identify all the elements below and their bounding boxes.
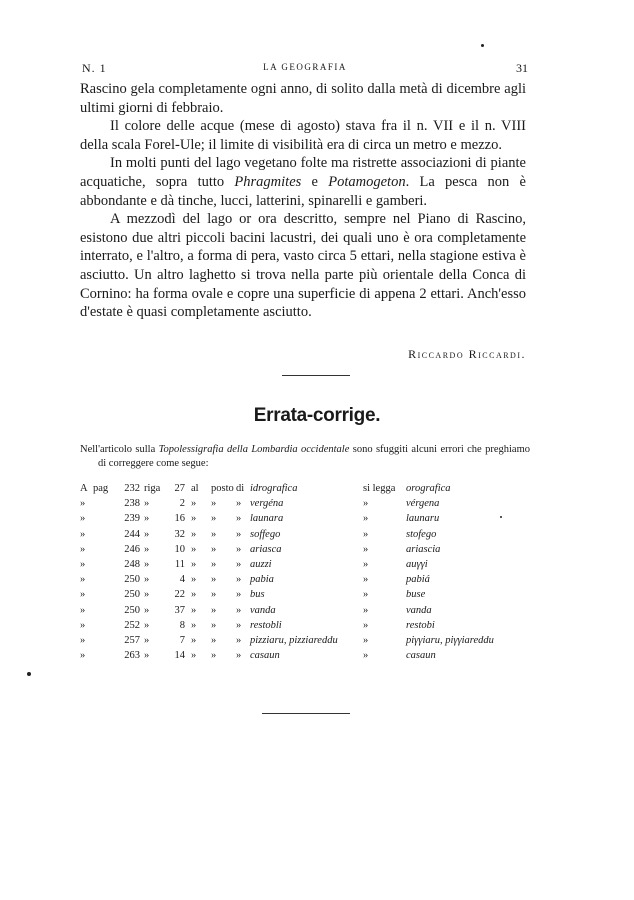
- errata-posto-label: »: [211, 634, 217, 646]
- errata-page-number: 248: [124, 558, 140, 570]
- errata-al-label: »: [191, 589, 197, 601]
- errata-title: Errata-corrige.: [253, 405, 381, 426]
- errata-intro-suffix: sono sfuggiti alcuni errori che preghiamo di correggere come segue:: [98, 444, 530, 469]
- paragraph-3-after: . La pesca non è abbondante e dà tinche, lucci, latterini, spinarelli e gamberi.: [80, 173, 526, 209]
- errata-di-label: »: [236, 634, 242, 646]
- errata-posto-label: »: [211, 528, 217, 540]
- errata-wrong-reading: auzzi: [250, 558, 272, 570]
- errata-riga-label: »: [144, 589, 150, 601]
- errata-correct-reading: restobi: [406, 619, 435, 631]
- errata-wrong-reading: bus: [250, 589, 265, 601]
- errata-riga-label: »: [144, 558, 150, 570]
- errata-di-label: »: [236, 558, 242, 570]
- errata-si-legga-label: »: [363, 604, 369, 616]
- errata-di-label: »: [236, 574, 242, 586]
- errata-al-label: »: [191, 650, 197, 662]
- errata-a-label: »: [80, 528, 86, 540]
- errata-intro: [80, 443, 530, 470]
- errata-si-legga-label: »: [363, 634, 369, 646]
- errata-di-label: di: [236, 483, 245, 494]
- errata-correct-reading: ariascia: [406, 543, 441, 555]
- author-signature: Riccardo Riccardi.: [408, 347, 526, 361]
- errata-posto-label: »: [211, 604, 217, 616]
- paragraph-3-middle: e: [301, 173, 329, 190]
- errata-al-label: »: [191, 513, 197, 525]
- errata-posto-label: »: [211, 619, 217, 631]
- errata-row: [80, 605, 530, 620]
- errata-wrong-reading: soffego: [250, 528, 281, 540]
- errata-al-label: »: [191, 498, 197, 510]
- errata-wrong-reading: pabia: [250, 574, 274, 586]
- errata-wrong-reading: idrografica: [250, 483, 298, 494]
- term-potamogeton: Potamogeton: [328, 173, 406, 190]
- errata-line-number: 7: [179, 634, 185, 646]
- errata-line-number: 16: [174, 513, 185, 525]
- errata-al-label: al: [191, 483, 199, 494]
- errata-page-number: 238: [124, 498, 140, 510]
- errata-si-legga-label: »: [363, 619, 369, 631]
- errata-a-label: »: [80, 513, 86, 525]
- errata-riga-label: »: [144, 543, 150, 555]
- errata-a-label: »: [80, 543, 86, 555]
- errata-correct-reading: launaru: [406, 513, 440, 525]
- errata-riga-label: »: [144, 604, 150, 616]
- errata-line-number: 10: [174, 543, 185, 555]
- errata-row: [80, 529, 530, 544]
- errata-di-label: »: [236, 528, 242, 540]
- errata-di-label: »: [236, 650, 242, 662]
- errata-a-label: »: [80, 650, 86, 662]
- errata-page-number: 263: [124, 650, 140, 662]
- errata-posto-label: »: [211, 543, 217, 555]
- errata-di-label: »: [236, 619, 242, 631]
- article-body: [80, 80, 526, 322]
- errata-al-label: »: [191, 619, 197, 631]
- errata-row: [80, 559, 530, 574]
- errata-page-number: 250: [124, 604, 140, 616]
- errata-correct-reading: stofego: [406, 528, 437, 540]
- errata-correct-reading: vérgena: [406, 498, 440, 510]
- errata-di-label: »: [236, 498, 242, 510]
- page-number: 31: [516, 61, 528, 75]
- errata-table: [80, 483, 530, 665]
- errata-di-label: »: [236, 513, 242, 525]
- scan-speck: [500, 516, 502, 518]
- errata-al-label: »: [191, 528, 197, 540]
- errata-a-label: A: [80, 483, 88, 494]
- errata-line-number: 22: [174, 589, 185, 601]
- errata-di-label: »: [236, 543, 242, 555]
- errata-posto-label: »: [211, 513, 217, 525]
- paragraph-1: Rascino gela completamente ogni anno, di solito dalla metà di dicembre agli ultimi giorni di febbraio.: [80, 81, 526, 116]
- errata-line-number: 8: [179, 619, 185, 631]
- errata-di-label: »: [236, 589, 242, 601]
- errata-si-legga-label: »: [363, 589, 369, 601]
- errata-a-label: »: [80, 574, 86, 586]
- errata-page-number: 244: [124, 528, 140, 540]
- errata-riga-label: »: [144, 619, 150, 631]
- errata-si-legga-label: »: [363, 650, 369, 662]
- errata-page-number: 246: [124, 543, 140, 555]
- end-divider: [262, 713, 350, 714]
- running-header: [82, 61, 528, 77]
- errata-row: [80, 620, 530, 635]
- errata-correct-reading: casaun: [406, 650, 436, 662]
- errata-posto-label: »: [211, 498, 217, 510]
- errata-row: [80, 574, 530, 589]
- errata-correct-reading: piγγiaru, piγγiareddu: [406, 634, 494, 646]
- errata-si-legga-label: si legga: [363, 483, 396, 494]
- section-divider: [282, 375, 350, 376]
- errata-row: [80, 544, 530, 559]
- errata-a-label: »: [80, 619, 86, 631]
- errata-page-number: 232: [124, 483, 140, 494]
- paragraph-2: Il colore delle acque (mese di agosto) stava fra il n. VII e il n. VIII della scala Forel-Ule; il limite di visibilità era di circa un metro e mezzo.: [80, 118, 526, 153]
- errata-article-title: Topolessigrafia della Lombardia occidentale: [158, 444, 350, 455]
- errata-a-label: »: [80, 558, 86, 570]
- errata-al-label: »: [191, 604, 197, 616]
- errata-al-label: »: [191, 558, 197, 570]
- errata-row: [80, 589, 530, 604]
- errata-page-number: 250: [124, 574, 140, 586]
- errata-wrong-reading: casaun: [250, 650, 280, 662]
- errata-posto-label: »: [211, 558, 217, 570]
- errata-posto-label: »: [211, 574, 217, 586]
- errata-line-number: 11: [174, 558, 185, 570]
- errata-wrong-reading: launara: [250, 513, 284, 525]
- errata-line-number: 4: [179, 574, 185, 586]
- scan-speck: [481, 44, 484, 47]
- errata-riga-label: »: [144, 634, 150, 646]
- errata-page-number: 250: [124, 589, 140, 601]
- errata-riga-label: riga: [144, 483, 161, 494]
- errata-a-label: »: [80, 589, 86, 601]
- errata-wrong-reading: ariasca: [250, 543, 282, 555]
- errata-al-label: »: [191, 543, 197, 555]
- errata-a-label: »: [80, 634, 86, 646]
- errata-row: [80, 635, 530, 650]
- errata-row: [80, 513, 530, 528]
- errata-a-label: »: [80, 604, 86, 616]
- term-phragmites: Phragmites: [234, 173, 302, 190]
- scan-speck: [27, 672, 31, 676]
- errata-line-number: 2: [179, 498, 185, 510]
- errata-di-label: »: [236, 604, 242, 616]
- errata-riga-label: »: [144, 498, 150, 510]
- errata-line-number: 37: [174, 604, 185, 616]
- errata-line-number: 27: [174, 483, 185, 494]
- running-title: LA GEOGRAFIA: [263, 62, 347, 72]
- errata-al-label: »: [191, 634, 197, 646]
- errata-page-number: 252: [124, 619, 140, 631]
- errata-wrong-reading: restobli: [250, 619, 282, 631]
- errata-posto-label: »: [211, 650, 217, 662]
- errata-correct-reading: orografica: [406, 483, 451, 494]
- errata-riga-label: »: [144, 650, 150, 662]
- errata-page-number: 239: [124, 513, 140, 525]
- errata-pag-label: pag: [93, 483, 109, 494]
- errata-si-legga-label: »: [363, 543, 369, 555]
- issue-number: N. 1: [82, 61, 107, 75]
- errata-row: [80, 498, 530, 513]
- errata-line-number: 14: [174, 650, 185, 662]
- errata-a-label: »: [80, 498, 86, 510]
- errata-si-legga-label: »: [363, 574, 369, 586]
- errata-si-legga-label: »: [363, 513, 369, 525]
- errata-correct-reading: auγγi: [406, 558, 428, 570]
- errata-posto-label: »: [211, 589, 217, 601]
- errata-row: [80, 650, 530, 665]
- errata-riga-label: »: [144, 513, 150, 525]
- errata-riga-label: »: [144, 574, 150, 586]
- errata-wrong-reading: vergéna: [250, 498, 284, 510]
- errata-si-legga-label: »: [363, 528, 369, 540]
- errata-intro-prefix: Nell'articolo sulla: [80, 444, 159, 455]
- paragraph-3-before: In molti punti del lago vegetano folte ma ristrette associazioni di piante acquatiche, sopra tutto: [80, 155, 526, 190]
- errata-si-legga-label: »: [363, 558, 369, 570]
- errata-row: [80, 483, 530, 498]
- errata-posto-label: posto: [211, 483, 234, 494]
- errata-al-label: »: [191, 574, 197, 586]
- paragraph-4: A mezzodì del lago or ora descritto, sempre nel Piano di Rascino, esistono due altri piccoli bacini lacustri, dei quali uno è ora completamente interrato, e l'altro, a forma di pera, vasto circa 5 ettari, nella stagione estiva è asciutto. Un altro laghetto si trova nella parte più orientale della Conca di Cornino: ha forma ovale e copre una superficie di appena 2 ettari. Anch'esso d'estate è quasi completamente asciutto.: [80, 211, 526, 321]
- errata-line-number: 32: [174, 528, 185, 540]
- errata-correct-reading: buse: [406, 589, 426, 601]
- errata-page-number: 257: [124, 634, 140, 646]
- errata-wrong-reading: vanda: [250, 604, 276, 616]
- errata-correct-reading: pabiá: [406, 574, 430, 586]
- errata-correct-reading: vanda: [406, 604, 432, 616]
- errata-wrong-reading: pizziaru, pizziareddu: [250, 634, 338, 646]
- paragraph-3: [80, 154, 526, 210]
- errata-riga-label: »: [144, 528, 150, 540]
- errata-si-legga-label: »: [363, 498, 369, 510]
